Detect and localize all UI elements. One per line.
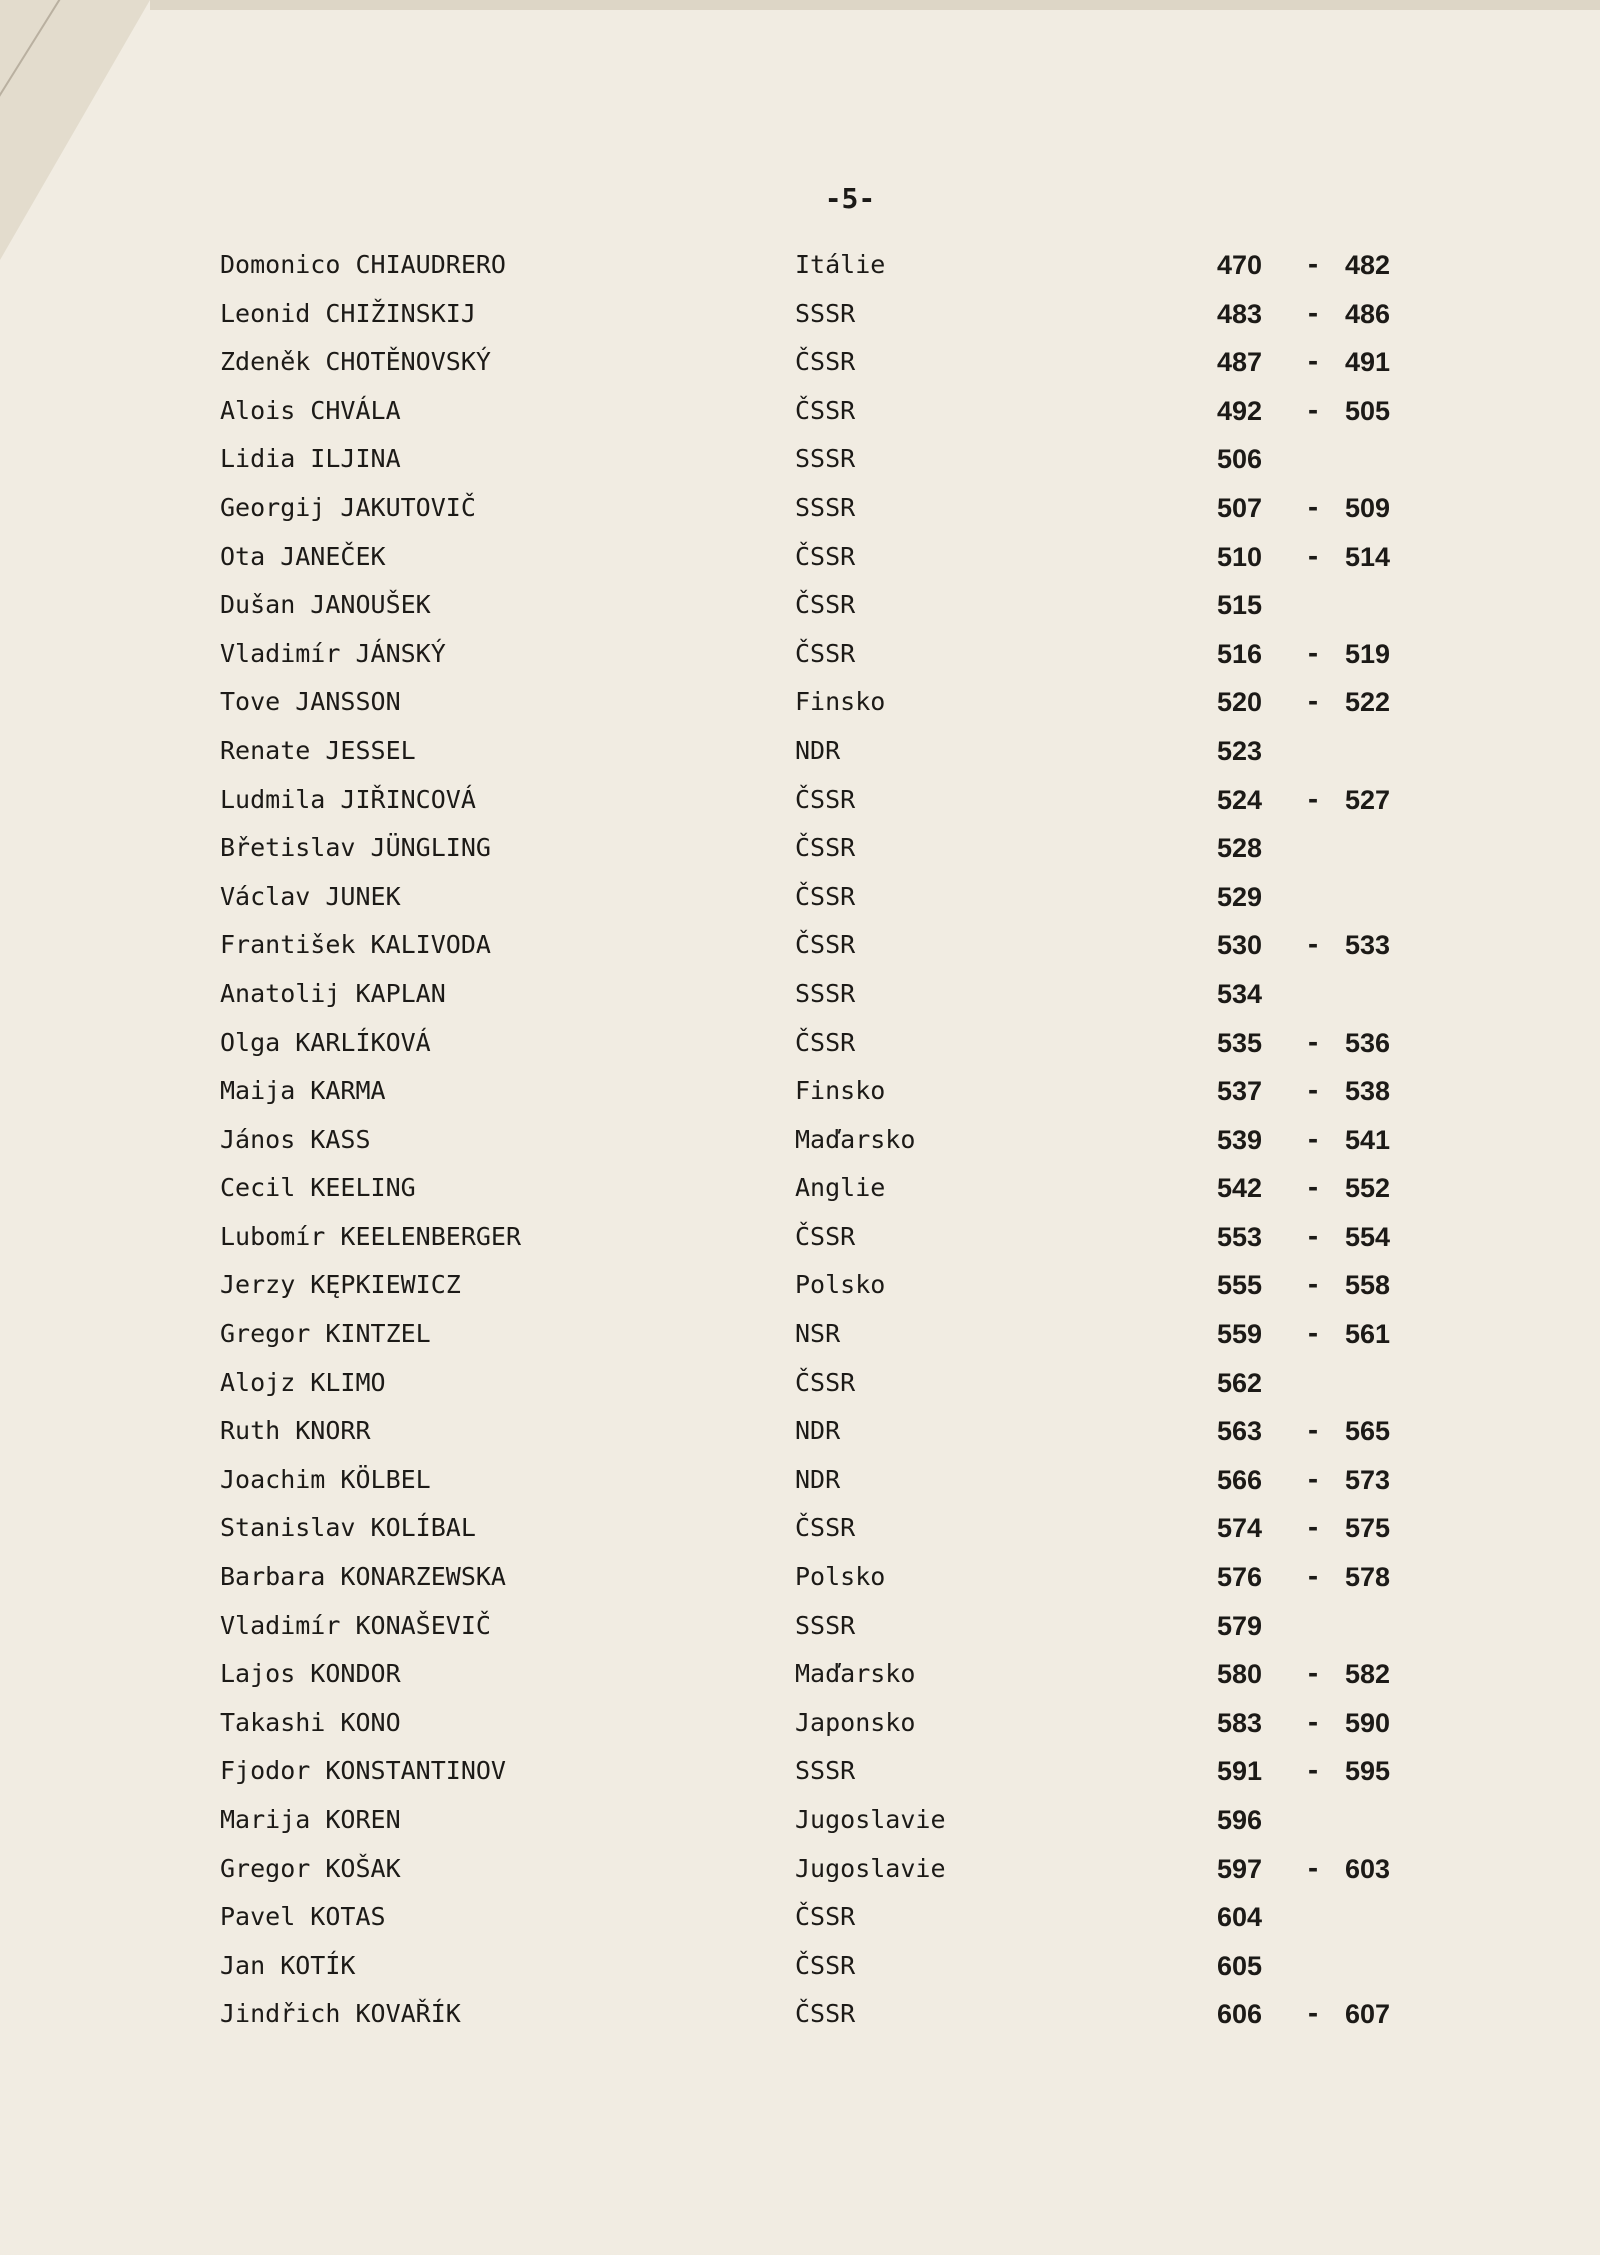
entry-country: NDR [795,1416,841,1446]
entry-country: ČSSR [795,1367,856,1397]
entry-name: Ota JANEČEK [220,541,386,571]
entry-name: František KALIVODA [220,930,491,960]
list-item [0,1900,1600,1949]
entry-page-from: 516 [1217,638,1263,669]
entry-country: Polsko [795,1562,886,1592]
entry-country: SSSR [795,444,856,474]
entry-dash: - [1305,1416,1321,1446]
entry-country: ČSSR [795,1221,856,1251]
entry-page-from: 583 [1217,1707,1263,1738]
entry-country: Maďarsko [795,1659,916,1689]
list-item [0,1949,1600,1998]
entry-country: Jugoslavie [795,1853,946,1883]
entry-name: Vladimír KONAŠEVIČ [220,1610,491,1640]
entry-dash: - [1305,1707,1321,1737]
entry-page-from: 515 [1217,590,1263,621]
list-item [0,1609,1600,1658]
list-item [0,1268,1600,1317]
entry-page-to: 514 [1345,541,1391,572]
entry-dash: - [1305,1270,1321,1300]
list-item [0,1560,1600,1609]
entry-name: Lubomír KEELENBERGER [220,1221,522,1251]
list-item [0,1317,1600,1366]
entry-name: Lajos KONDOR [220,1659,401,1689]
list-item [0,1657,1600,1706]
entry-page-to: 565 [1345,1416,1391,1447]
entry-dash: - [1305,541,1321,571]
entry-name: Gregor KINTZEL [220,1319,431,1349]
entry-dash: - [1305,1221,1321,1251]
entry-page-from: 470 [1217,250,1263,280]
entry-page-to: 603 [1345,1853,1391,1884]
entry-name: Ruth KNORR [220,1416,371,1446]
entry-dash: - [1305,1562,1321,1592]
entry-page-to: 595 [1345,1756,1391,1787]
index-list [0,248,1600,2046]
entry-country: NSR [795,1319,841,1349]
list-item [0,783,1600,832]
entry-country: ČSSR [795,638,856,668]
entry-country: ČSSR [795,590,856,620]
entry-country: Itálie [795,250,886,279]
list-item [0,1026,1600,1075]
entry-page-from: 576 [1217,1562,1263,1593]
entry-country: ČSSR [795,541,856,571]
entry-name: Tove JANSSON [220,687,401,717]
entry-country: SSSR [795,1756,856,1786]
entry-page-to: 509 [1345,492,1391,523]
entry-country: SSSR [795,978,856,1008]
entry-dash: - [1305,395,1321,425]
entry-name: Maija KARMA [220,1076,386,1106]
entry-page-from: 606 [1217,1999,1263,2030]
entry-country: ČSSR [795,1513,856,1543]
entry-name: Ludmila JIŘINCOVÁ [220,784,476,814]
entry-dash: - [1305,347,1321,377]
entry-dash: - [1305,1027,1321,1057]
list-item [0,637,1600,686]
list-item [0,734,1600,783]
entry-dash: - [1305,1124,1321,1154]
entry-name: Zdeněk CHOTĚNOVSKÝ [220,347,491,377]
list-item [0,1706,1600,1755]
list-item [0,831,1600,880]
entry-dash: - [1305,638,1321,668]
entry-page-from: 555 [1217,1270,1263,1301]
entry-page-to: 536 [1345,1027,1391,1058]
entry-page-from: 528 [1217,833,1263,864]
list-item [0,540,1600,589]
entry-page-from: 537 [1217,1076,1263,1107]
list-item [0,394,1600,443]
entry-name: Alojz KLIMO [220,1367,386,1397]
entry-name: Vladimír JÁNSKÝ [220,638,446,668]
list-item [0,1852,1600,1901]
entry-name: Anatolij KAPLAN [220,978,446,1008]
entry-page-from: 520 [1217,687,1263,718]
entry-page-from: 580 [1217,1659,1263,1690]
entry-dash: - [1305,1999,1321,2029]
entry-name: Stanislav KOLÍBAL [220,1513,476,1543]
entry-name: Renate JESSEL [220,735,416,765]
entry-country: SSSR [795,492,856,522]
entry-dash: - [1305,687,1321,717]
entry-country: Polsko [795,1270,886,1300]
entry-country: Jugoslavie [795,1805,946,1834]
entry-page-to: 486 [1345,298,1391,329]
entry-page-from: 506 [1217,444,1263,475]
entry-page-to: 533 [1345,930,1391,961]
entry-name: Cecil KEELING [220,1173,416,1203]
entry-page-from: 566 [1217,1464,1263,1495]
entry-page-from: 596 [1217,1805,1263,1835]
entry-page-to: 558 [1345,1270,1391,1301]
entry-name: Břetislav JÜNGLING [220,833,491,863]
list-item [0,977,1600,1026]
entry-country: ČSSR [795,881,856,911]
entry-page-to: 491 [1345,347,1391,378]
entry-name: Gregor KOŠAK [220,1853,401,1883]
entry-page-to: 519 [1345,638,1391,669]
entry-page-from: 492 [1217,395,1263,426]
entry-name: Marija KOREN [220,1805,401,1834]
entry-country: ČSSR [795,1902,856,1932]
entry-page-from: 542 [1217,1173,1263,1204]
list-item [0,880,1600,929]
entry-name: Joachim KÖLBEL [220,1464,431,1494]
list-item [0,345,1600,394]
entry-name: Lidia ILJINA [220,444,401,474]
entry-page-from: 524 [1217,784,1263,815]
entry-page-to: 505 [1345,395,1391,426]
entry-page-to: 607 [1345,1999,1391,2030]
entry-page-to: 578 [1345,1562,1391,1593]
entry-dash: - [1305,930,1321,960]
entry-page-from: 563 [1217,1416,1263,1447]
entry-name: Takashi KONO [220,1707,401,1737]
entry-dash: - [1305,1513,1321,1543]
list-item [0,1463,1600,1512]
entry-country: SSSR [795,1610,856,1640]
entry-page-to: 552 [1345,1173,1391,1204]
list-item [0,1997,1600,2046]
list-item [0,1074,1600,1123]
entry-page-to: 554 [1345,1221,1391,1252]
entry-page-from: 559 [1217,1319,1263,1350]
entry-page-to: 573 [1345,1464,1391,1495]
entry-dash: - [1305,1173,1321,1203]
list-item [0,1366,1600,1415]
entry-page-from: 597 [1217,1853,1263,1884]
entry-page-from: 591 [1217,1756,1263,1787]
entry-page-from: 534 [1217,978,1263,1009]
entry-page-from: 574 [1217,1513,1263,1544]
list-item [0,442,1600,491]
list-item [0,1414,1600,1463]
list-item [0,588,1600,637]
entry-page-to: 482 [1345,250,1391,280]
entry-country: ČSSR [795,395,856,425]
entry-page-from: 487 [1217,347,1263,378]
entry-country: Finsko [795,687,886,717]
entry-country: Finsko [795,1076,886,1106]
entry-page-to: 522 [1345,687,1391,718]
entry-country: SSSR [795,298,856,328]
page-number: -5- [824,182,876,215]
entry-page-from: 510 [1217,541,1263,572]
entry-page-from: 553 [1217,1221,1263,1252]
entry-country: ČSSR [795,1999,856,2029]
entry-page-from: 507 [1217,492,1263,523]
page-top-edge [150,0,1600,10]
list-item [0,1754,1600,1803]
entry-name: Georgij JAKUTOVIČ [220,492,476,522]
entry-dash: - [1305,492,1321,522]
entry-page-to: 575 [1345,1513,1391,1544]
entry-page-from: 539 [1217,1124,1263,1155]
entry-page-from: 562 [1217,1367,1263,1398]
entry-name: Alois CHVÁLA [220,395,401,425]
entry-name: Olga KARLÍKOVÁ [220,1027,431,1057]
entry-page-from: 523 [1217,735,1263,766]
entry-page-from: 483 [1217,298,1263,329]
entry-country: ČSSR [795,347,856,377]
entry-dash: - [1305,1076,1321,1106]
list-item [0,928,1600,977]
entry-name: Pavel KOTAS [220,1902,386,1932]
entry-dash: - [1305,1853,1321,1883]
entry-country: ČSSR [795,1950,856,1980]
list-item [0,297,1600,346]
entry-dash: - [1305,1659,1321,1689]
entry-page-to: 590 [1345,1707,1391,1738]
list-item [0,1511,1600,1560]
list-item [0,248,1600,297]
entry-page-to: 582 [1345,1659,1391,1690]
entry-dash: - [1305,1464,1321,1494]
entry-name: Fjodor KONSTANTINOV [220,1756,506,1786]
entry-name: Václav JUNEK [220,881,401,911]
entry-country: Anglie [795,1173,886,1203]
list-item [0,491,1600,540]
list-item [0,1171,1600,1220]
entry-country: ČSSR [795,784,856,814]
entry-name: Domonico CHIAUDRERO [220,250,506,279]
list-item [0,1220,1600,1269]
entry-country: Japonsko [795,1707,916,1737]
entry-country: ČSSR [795,1027,856,1057]
entry-country: NDR [795,1464,841,1494]
entry-country: Maďarsko [795,1124,916,1154]
entry-page-from: 605 [1217,1950,1263,1981]
entry-name: Jindřich KOVAŘÍK [220,1999,461,2029]
entry-page-from: 579 [1217,1610,1263,1641]
entry-page-to: 527 [1345,784,1391,815]
entry-name: Leonid CHIŽINSKIJ [220,298,476,328]
list-item [0,1803,1600,1852]
entry-page-from: 530 [1217,930,1263,961]
entry-dash: - [1305,1319,1321,1349]
list-item [0,1123,1600,1172]
entry-page-from: 529 [1217,881,1263,912]
entry-name: Barbara KONARZEWSKA [220,1562,506,1592]
entry-page-to: 541 [1345,1124,1391,1155]
list-item [0,685,1600,734]
entry-dash: - [1305,1756,1321,1786]
entry-name: Jerzy KĘPKIEWICZ [220,1270,461,1300]
entry-page-to: 538 [1345,1076,1391,1107]
entry-page-from: 535 [1217,1027,1263,1058]
entry-dash: - [1305,298,1321,328]
entry-country: ČSSR [795,833,856,863]
entry-name: Dušan JANOUŠEK [220,590,431,620]
entry-dash: - [1305,250,1321,279]
entry-page-from: 604 [1217,1902,1263,1933]
entry-country: ČSSR [795,930,856,960]
entry-dash: - [1305,784,1321,814]
entry-country: NDR [795,735,841,765]
folded-corner [0,0,150,260]
entry-name: Jan KOTÍK [220,1950,356,1980]
entry-name: János KASS [220,1124,371,1154]
entry-page-to: 561 [1345,1319,1391,1350]
